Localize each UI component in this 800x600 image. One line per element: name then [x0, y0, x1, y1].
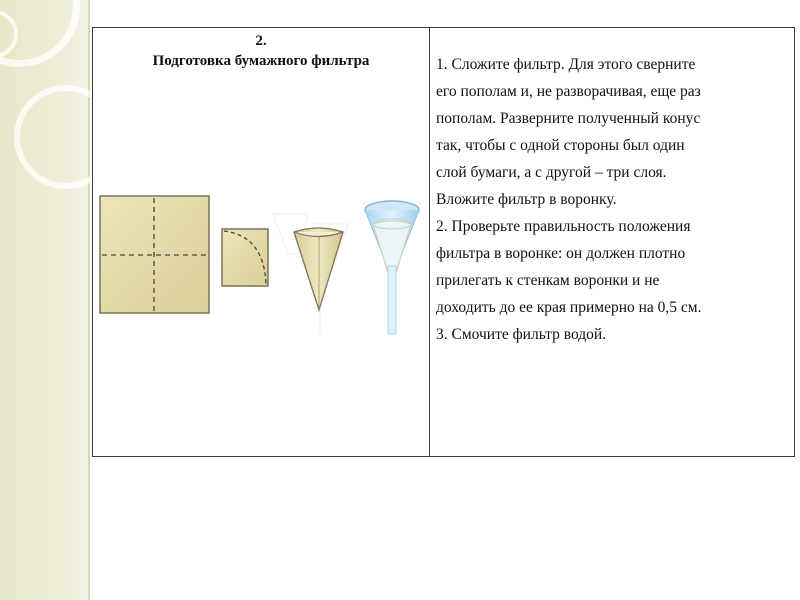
instruction-line: слой бумаги, а с другой – три слоя. — [436, 164, 667, 181]
step-number: 2. — [255, 33, 267, 49]
filter-folding-illustration — [98, 194, 423, 344]
instruction-line: доходить до ее края примерно на 0,5 см. — [436, 299, 702, 316]
instruction-line: Вложите фильтр в воронку. — [436, 191, 617, 208]
instruction-table — [92, 27, 795, 457]
instructions-cell — [430, 28, 795, 457]
instruction-line: его пополам и, не разворачивая, еще раз — [436, 83, 701, 100]
table-row — [93, 28, 795, 457]
folded-quarter-icon — [222, 229, 268, 286]
paper-square-icon — [100, 196, 209, 313]
instructions-text — [436, 51, 790, 348]
instruction-line: так, чтобы с одной стороны был один — [436, 137, 685, 154]
instruction-line: фильтра в воронке: он должен плотно — [436, 245, 686, 262]
step-title: Подготовка бумажного фильтра — [152, 53, 370, 69]
funnel-with-filter-icon — [365, 201, 419, 334]
instruction-line: 1. Сложите фильтр. Для этого сверните — [436, 56, 696, 73]
instruction-line: пополам. Разверните полученный конус — [436, 110, 701, 127]
instruction-line: 2. Проверьте правильность положения — [436, 218, 691, 235]
illustration-cell — [93, 28, 430, 457]
instruction-line: 3. Смочите фильтр водой. — [436, 326, 607, 343]
paper-cone-icon — [294, 228, 343, 310]
instruction-line: прилегать к стенкам воронки и не — [436, 272, 660, 289]
